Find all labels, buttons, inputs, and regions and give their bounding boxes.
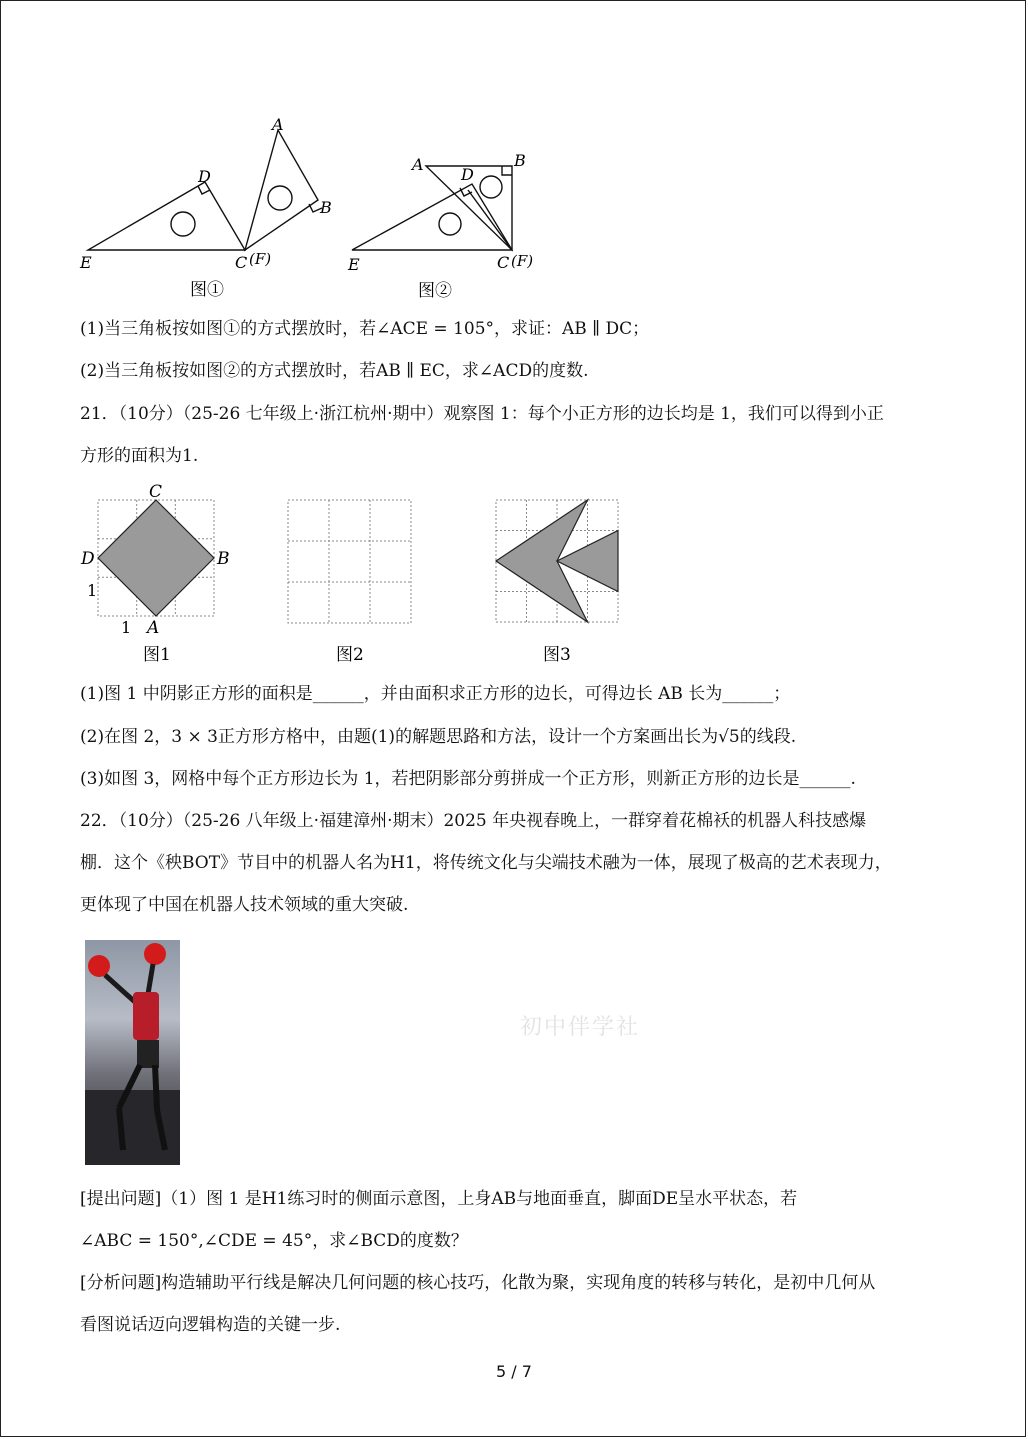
q21-stem-line2: 方形的面积为1. <box>80 446 199 466</box>
q22-stem-line1: 22．（10分）（25-26 八年级上·福建漳州·期末）2025 年央视春晚上，一群穿着花棉袄的机器人科技感爆 <box>80 811 867 831</box>
fig1-label-C: C <box>235 253 248 272</box>
grid3-caption: 图3 <box>543 645 571 665</box>
grid1-label-D: D <box>81 549 95 569</box>
fig1-label-B: B <box>320 198 332 217</box>
q21-stem-line1: 21．（10分）（25-26 七年级上·浙江杭州·期中）观察图 1：每个小正方形的边长均是 1，我们可以得到小正 <box>80 404 884 424</box>
q20-part2: (2)当三角板按如图②的方式摆放时，若AB ∥ EC，求∠ACD的度数. <box>80 361 589 381</box>
fig2-label-A: A <box>412 155 424 174</box>
grid1-unit-bottom: 1 <box>121 618 132 637</box>
q22-ask-line1: [提出问题]（1）图 1 是H1练习时的侧面示意图，上身AB与地面垂直，脚面DE呈水平状态，若 <box>80 1189 798 1209</box>
fig1-label-E: E <box>80 253 92 272</box>
fig2-label-C: C <box>497 253 510 272</box>
fig2-label-E: E <box>348 255 360 274</box>
figure-grid-3 <box>488 490 628 670</box>
q21-part2: (2)在图 2，3 × 3正方形方格中，由题(1)的解题思路和方法，设计一个方案画出长为√5的线段. <box>80 727 797 747</box>
grid2-caption: 图2 <box>336 645 364 665</box>
figure-grid-1 <box>75 478 245 668</box>
figure-triangles-2 <box>340 140 550 310</box>
page-number: 5 / 7 <box>496 1362 532 1381</box>
watermark: 初中伴学社 <box>520 1015 641 1040</box>
grid1-label-A: A <box>147 618 160 638</box>
q20-part1: (1)当三角板按如图①的方式摆放时，若∠ACE = 105°，求证：AB ∥ DC； <box>80 319 650 339</box>
figure-grid-2 <box>280 490 420 670</box>
q21-part3: (3)如图 3，网格中每个正方形边长为 1，若把阴影部分剪拼成一个正方形，则新正方形的边长是______. <box>80 769 856 789</box>
q22-analysis-line1: [分析问题]构造辅助平行线是解决几何问题的核心技巧，化散为聚，实现角度的转移与转化，是初中几何从 <box>80 1273 876 1293</box>
grid1-label-C: C <box>149 482 163 502</box>
robot-photo <box>85 940 180 1165</box>
q22-stem-line2: 棚．这个《秧BOT》节目中的机器人名为H1，将传统文化与尖端技术融为一体，展现了极高的艺术表现力， <box>80 853 892 873</box>
fig1-label-A: A <box>272 115 284 134</box>
fig2-label-D: D <box>461 165 474 184</box>
fig1-label-F: (F) <box>249 250 272 268</box>
fig2-label-F: (F) <box>511 252 534 270</box>
fig2-label-B: B <box>514 151 526 170</box>
grid1-unit-left: 1 <box>87 581 98 600</box>
grid1-caption: 图1 <box>143 645 171 665</box>
q21-part1: (1)图 1 中阴影正方形的面积是______，并由面积求正方形的边长，可得边长 AB 长为______； <box>80 684 791 704</box>
figure-triangles-1 <box>70 110 350 310</box>
fig1-label-D: D <box>198 167 211 186</box>
grid1-label-B: B <box>217 549 230 569</box>
fig1-caption: 图① <box>190 280 224 300</box>
q22-ask-line2: ∠ABC = 150°,∠CDE = 45°，求∠BCD的度数？ <box>80 1231 468 1251</box>
fig2-caption: 图② <box>418 281 452 301</box>
q22-analysis-line2: 看图说话迈向逻辑构造的关键一步. <box>80 1315 341 1335</box>
q22-stem-line3: 更体现了中国在机器人技术领域的重大突破. <box>80 895 409 915</box>
